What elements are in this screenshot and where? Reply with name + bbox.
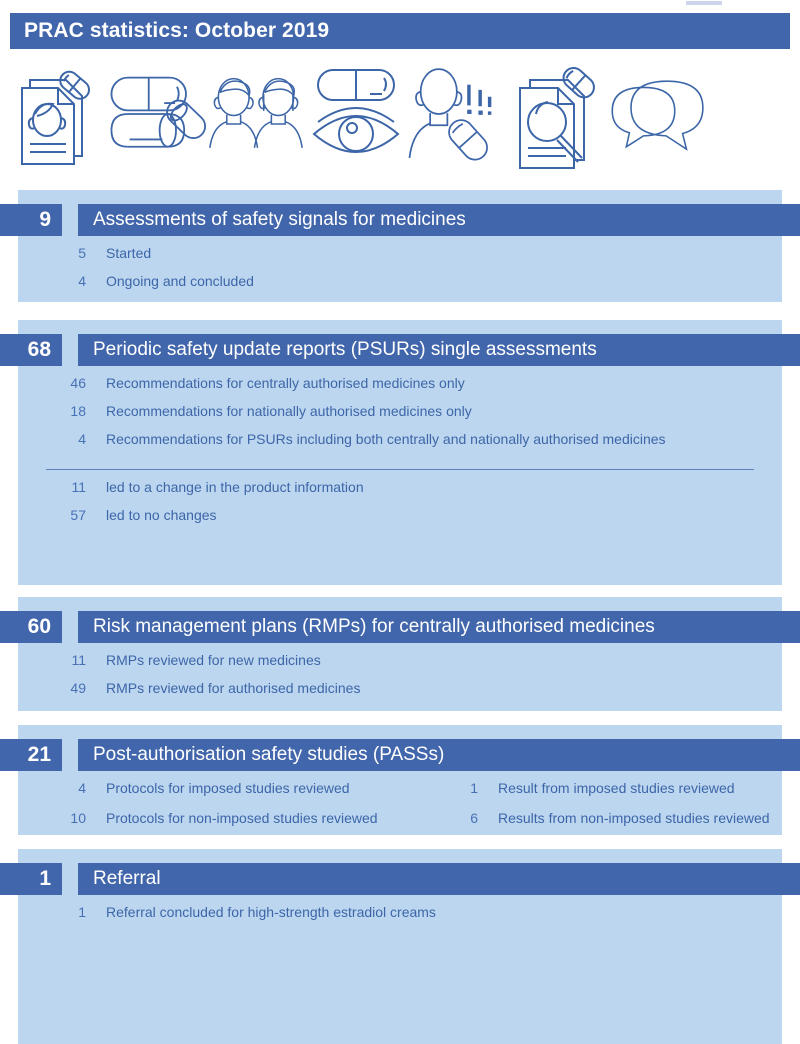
stat-row [18, 375, 782, 403]
page-header [10, 13, 790, 49]
stat-label: Recommendations for PSURs including both centrally and nationally authorised medicines [106, 431, 666, 447]
stat-row-column-left [18, 780, 448, 796]
stat-label: Referral concluded for high-strength estradiol creams [106, 904, 436, 920]
stat-number: 11 [71, 479, 86, 495]
stat-rows [18, 895, 782, 932]
section-title: Assessments of safety signals for medicines [78, 204, 800, 236]
stat-number: 46 [70, 375, 86, 391]
stat-label: led to no changes [106, 507, 217, 523]
section-risk-management-plans [18, 597, 782, 711]
stat-row-column-left [18, 810, 448, 826]
stat-rows [18, 771, 782, 840]
two-people-icon [206, 59, 306, 169]
section-count-badge: 68 [0, 334, 62, 366]
stat-label: Protocols for imposed studies reviewed [106, 780, 350, 796]
stat-number: 1 [470, 780, 478, 796]
stat-number: 4 [78, 273, 86, 289]
speech-bubbles-icon [606, 59, 706, 169]
stat-number: 5 [78, 245, 86, 261]
stat-row [18, 245, 782, 273]
section-referral [18, 849, 782, 1044]
stat-row [18, 431, 782, 459]
stat-label: Protocols for non-imposed studies reviewed [106, 810, 378, 826]
stat-label: Started [106, 245, 152, 261]
section-band [18, 611, 782, 643]
section-band [18, 334, 782, 366]
section-band [18, 204, 782, 236]
section-title: Periodic safety update reports (PSURs) single assessments [78, 334, 800, 366]
section-count-badge: 60 [0, 611, 62, 643]
stat-rows-secondary [18, 470, 782, 535]
section-title: Risk management plans (RMPs) for centrally authorised medicines [78, 611, 800, 643]
stat-number: 10 [70, 810, 86, 826]
top-marker [686, 1, 722, 5]
stat-row-column-right [448, 780, 782, 796]
capsule-over-eye-icon [306, 59, 406, 169]
stat-label: RMPs reviewed for authorised medicines [106, 680, 361, 696]
stat-row [18, 904, 782, 932]
document-magnifier-pill-icon [506, 59, 606, 169]
section-post-authorisation-safety-studies [18, 725, 782, 835]
stat-row [18, 403, 782, 431]
stat-number: 18 [70, 403, 86, 419]
stat-number: 11 [71, 652, 86, 668]
stat-number: 6 [470, 810, 478, 826]
icon-strip [0, 52, 800, 176]
stat-rows [18, 236, 782, 301]
stat-number: 1 [78, 904, 86, 920]
person-with-alerts-and-capsule-icon [406, 59, 506, 169]
section-title: Post-authorisation safety studies (PASSs) [78, 739, 800, 771]
document-with-patient-and-pill-icon [6, 59, 106, 169]
capsule-and-scroll-icon [106, 59, 206, 169]
stat-label: Recommendations for centrally authorised medicines only [106, 375, 465, 391]
section-safety-signals [18, 190, 782, 302]
section-band [18, 739, 782, 771]
section-count-badge: 9 [0, 204, 62, 236]
stat-row [18, 780, 782, 810]
stat-number: 4 [78, 431, 86, 447]
stat-row [18, 507, 782, 535]
stat-rows [18, 366, 782, 459]
section-count-badge: 1 [0, 863, 62, 895]
section-band [18, 863, 782, 895]
stat-label: RMPs reviewed for new medicines [106, 652, 321, 668]
stat-row-column-right [448, 810, 782, 826]
section-title: Referral [78, 863, 800, 895]
stat-row [18, 273, 782, 301]
section-count-badge: 21 [0, 739, 62, 771]
stat-row [18, 652, 782, 680]
stat-row [18, 810, 782, 840]
section-psur-single-assessments [18, 320, 782, 585]
stat-number: 49 [70, 680, 86, 696]
stat-label: Ongoing and concluded [106, 273, 254, 289]
stat-label: Result from imposed studies reviewed [498, 780, 735, 796]
stat-number: 57 [70, 507, 86, 523]
stat-row [18, 479, 782, 507]
stat-label: Recommendations for nationally authorised medicines only [106, 403, 472, 419]
stat-rows [18, 643, 782, 708]
stat-number: 4 [78, 780, 86, 796]
stat-label: Results from non-imposed studies reviewed [498, 810, 770, 826]
stat-row [18, 680, 782, 708]
stat-label: led to a change in the product information [106, 479, 364, 495]
page-title: PRAC statistics: October 2019 [24, 19, 330, 42]
